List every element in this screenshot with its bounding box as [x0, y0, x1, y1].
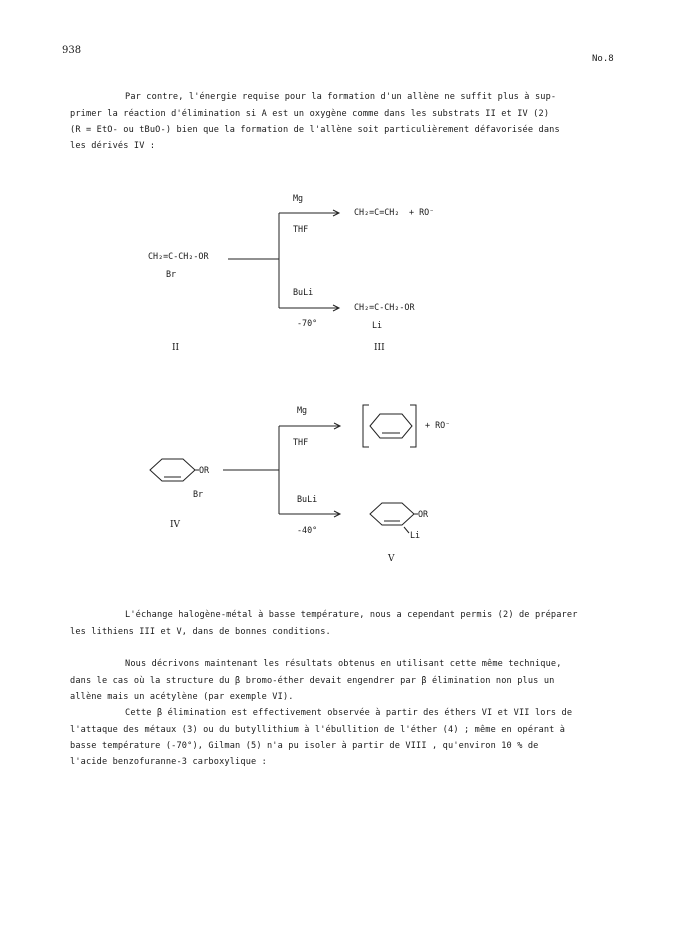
cyclohexyne-ring-product: [370, 414, 412, 438]
product-v-or: OR: [418, 509, 429, 519]
reagent-buli: BuLi: [297, 494, 318, 504]
text-line: l'attaque des métaux (3) ou du butyllithium à l'ébullition de l'éther (4) ; même en opérant à: [70, 725, 566, 735]
reactant-ii-br: Br: [166, 269, 177, 279]
page-number: 938: [62, 45, 82, 56]
solvent-thf: THF: [293, 224, 309, 234]
text-line: basse température (-70°), Gilman (5) n'a pu isoler à partir de VIII , qu'environ 10 % de: [70, 741, 539, 751]
compound-label-iii: III: [374, 343, 385, 353]
cyclohexene-ring-reactant: [150, 459, 199, 481]
text-line: l'acide benzofuranne-3 carboxylique :: [70, 757, 267, 767]
text-line: les lithiens III et V, dans de bonnes conditions.: [70, 627, 331, 637]
reagent-mg: Mg: [293, 193, 304, 203]
text-line: Cette β élimination est effectivement observée à partir des éthers VI et VII lors de: [125, 708, 573, 718]
reagent-buli: BuLi: [293, 287, 314, 297]
compound-label-iv: IV: [170, 520, 181, 530]
text-line: Nous décrivons maintenant les résultats obtenus en utilisant cette même technique,: [125, 659, 562, 669]
issue-number: No.8: [592, 54, 614, 64]
text-line: L'échange halogène-métal à basse température, nous a cependant permis (2) de préparer: [125, 610, 578, 620]
bracket-left: [363, 405, 369, 447]
cyclohexene-ring-product-v: [370, 503, 418, 533]
text-line: primer la réaction d'élimination si A est un oxygène comme dans les substrats II et IV (2): [70, 109, 550, 119]
temperature-40: -40°: [297, 525, 318, 535]
reagent-mg: Mg: [297, 405, 308, 415]
text-line: les dérivés IV :: [70, 141, 156, 151]
compound-label-ii: II: [172, 343, 180, 353]
product-iii: CH₂=C-CH₂-OR: [354, 302, 415, 312]
text-line: (R = EtO- ou tBuO-) bien que la formation de l'allène soit particulièrement défavorisée dans: [70, 125, 560, 135]
product-alkoxide: + RO⁻: [425, 420, 451, 430]
reactant-ii: CH₂=C-CH₂-OR: [148, 251, 209, 261]
bracket-right: [410, 405, 416, 447]
compound-label-v: V: [388, 554, 395, 564]
temperature-70: -70°: [297, 318, 318, 328]
product-iii-li: Li: [372, 320, 383, 330]
product-v-li: Li: [410, 530, 421, 540]
reactant-iv-or: OR: [199, 465, 210, 475]
product-alkoxide: + RO⁻: [409, 207, 435, 217]
reactant-iv-br: Br: [193, 489, 204, 499]
product-allene: CH₂=C=CH₂: [354, 207, 400, 217]
text-line: allène mais un acétylène (par exemple VI).: [70, 692, 294, 702]
text-line: Par contre, l'énergie requise pour la formation d'un allène ne suffit plus à sup-: [125, 92, 557, 102]
solvent-thf: THF: [293, 437, 309, 447]
text-line: dans le cas où la structure du β bromo-éther devait engendrer par β élimination non plus un: [70, 676, 555, 686]
